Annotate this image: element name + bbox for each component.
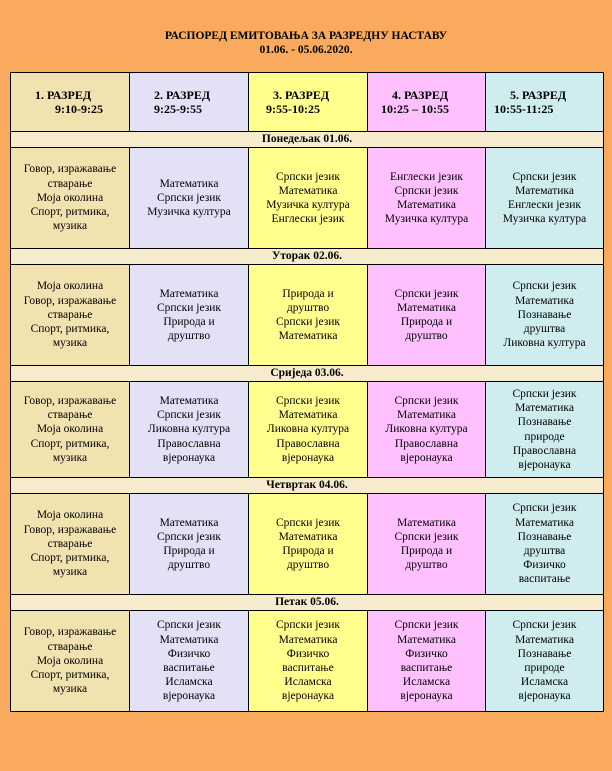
subject-line: Математика bbox=[515, 633, 574, 646]
subject-line: вјеронаука bbox=[518, 690, 571, 703]
subject-cell-grade-2 bbox=[130, 382, 249, 478]
subject-line: Говор, изражавање bbox=[23, 163, 117, 176]
day-header-row bbox=[11, 249, 604, 265]
subject-line: васпитање bbox=[282, 662, 334, 674]
subject-line: Физичко bbox=[523, 559, 566, 572]
day-label: Сриједа 03.06. bbox=[11, 366, 604, 382]
subject-cell-grade-2 bbox=[130, 611, 249, 712]
day-label: Четвртак 04.06. bbox=[11, 478, 604, 494]
subject-line: Српски језик bbox=[275, 316, 341, 328]
subject-line: вјеронаука bbox=[400, 690, 453, 703]
subject-line: Српски језик bbox=[512, 619, 577, 632]
subjects-row bbox=[11, 265, 604, 366]
subject-line: друштво bbox=[167, 330, 211, 343]
subject-line: Српски језик bbox=[156, 530, 222, 543]
subject-line: Природа и bbox=[163, 316, 215, 328]
grade-label: 1. РАЗРЕД bbox=[35, 88, 92, 102]
grade-label: 4. РАЗРЕД bbox=[392, 88, 449, 102]
subject-line: стварање bbox=[47, 177, 93, 190]
subject-cell-grade-5 bbox=[486, 611, 604, 712]
subject-line: Математика bbox=[397, 199, 456, 211]
subject-line: музика bbox=[52, 451, 88, 464]
grade-5-header bbox=[486, 73, 604, 132]
header-row bbox=[11, 73, 604, 132]
subject-line: Природа и bbox=[282, 545, 334, 557]
subject-line: Српски језик bbox=[394, 394, 459, 407]
subject-line: Математика bbox=[515, 184, 574, 197]
subject-line: Математика bbox=[278, 330, 338, 343]
subject-line: Српски језик bbox=[275, 516, 341, 529]
subject-line: вјеронаука bbox=[162, 451, 216, 464]
subject-line: музика bbox=[52, 683, 88, 696]
day-header-row bbox=[11, 366, 604, 382]
subject-line: Српски језик bbox=[512, 280, 577, 293]
subject-line: музика bbox=[52, 220, 88, 233]
subject-line: Физичко bbox=[167, 647, 211, 660]
subject-line: Математика bbox=[159, 287, 219, 300]
subject-line: Српски језик bbox=[394, 287, 459, 300]
grade-2-header bbox=[130, 73, 249, 132]
day-label: Уторак 02.06. bbox=[11, 249, 604, 265]
subject-cell-grade-2 bbox=[130, 148, 249, 249]
subject-line: Исламска bbox=[402, 676, 451, 689]
grade-label: 3. РАЗРЕД bbox=[273, 88, 330, 102]
subject-line: Православна bbox=[276, 437, 340, 450]
subject-line: музика bbox=[52, 566, 88, 579]
subject-line: Музичка култура bbox=[384, 213, 469, 226]
subject-line: васпитање bbox=[518, 573, 571, 586]
subject-line: Математика bbox=[515, 516, 574, 529]
grade-1-header bbox=[11, 73, 130, 132]
subject-line: Ликовна култура bbox=[266, 423, 350, 436]
subject-line: Говор, изражавање bbox=[23, 294, 117, 307]
subject-line: Природа и bbox=[400, 545, 453, 557]
subject-line: Музичка култура bbox=[147, 206, 231, 219]
subject-line: Говор, изражавање bbox=[23, 626, 117, 639]
subject-line: друштва bbox=[523, 323, 566, 336]
subjects-row bbox=[11, 382, 604, 478]
subject-line: Физичко bbox=[286, 647, 330, 660]
subject-line: Музичка култура bbox=[266, 199, 350, 211]
subject-line: Познавање bbox=[517, 308, 572, 321]
subject-line: Математика bbox=[397, 633, 456, 646]
page-title bbox=[0, 29, 612, 57]
subject-line: Српски језик bbox=[156, 301, 222, 314]
subject-line: Природа и bbox=[282, 287, 334, 300]
subject-line: Енглески језик bbox=[508, 199, 581, 211]
title-line-1: РАСПОРЕД ЕМИТОВАЊА ЗА РАЗРЕДНУ НАСТАВУ bbox=[164, 30, 448, 42]
subject-cell-grade-3 bbox=[249, 148, 368, 249]
subject-line: Математика bbox=[159, 394, 219, 407]
subject-line: друштво bbox=[286, 559, 330, 572]
subject-line: Математика bbox=[278, 184, 338, 197]
subject-line: Познавање bbox=[517, 647, 572, 660]
subject-cell-grade-4 bbox=[368, 265, 486, 366]
subject-line: вјеронаука bbox=[281, 690, 335, 703]
subject-line: друштво bbox=[286, 301, 330, 314]
subject-line: Математика bbox=[278, 409, 338, 422]
subject-line: Исламска bbox=[520, 676, 569, 689]
grade-label: 2. РАЗРЕД bbox=[154, 88, 211, 102]
subject-cell-grade-1 bbox=[11, 382, 130, 478]
subject-line: друштва bbox=[523, 545, 566, 557]
subject-line: Спорт, ритмика, bbox=[30, 552, 110, 565]
grade-time: 10:25 – 10:55 bbox=[381, 102, 449, 116]
subject-cell-grade-5 bbox=[486, 382, 604, 478]
subject-line: Српски језик bbox=[394, 530, 459, 543]
subject-cell-grade-4 bbox=[368, 494, 486, 595]
subject-line: друштво bbox=[405, 330, 448, 343]
subject-line: Музичка култура bbox=[502, 213, 587, 226]
subject-cell-grade-4 bbox=[368, 611, 486, 712]
grade-4-header bbox=[368, 73, 486, 132]
subject-line: Православна bbox=[394, 437, 459, 450]
subject-line: Физичко bbox=[405, 647, 448, 660]
subject-cell-grade-3 bbox=[249, 494, 368, 595]
subject-cell-grade-3 bbox=[249, 382, 368, 478]
subject-cell-grade-1 bbox=[11, 494, 130, 595]
subject-cell-grade-2 bbox=[130, 494, 249, 595]
subject-line: Српски језик bbox=[394, 619, 459, 632]
subject-line: Ликовна култура bbox=[147, 423, 231, 436]
subject-line: Математика bbox=[515, 294, 574, 307]
subject-cell-grade-5 bbox=[486, 494, 604, 595]
subject-cell-grade-2 bbox=[130, 265, 249, 366]
subjects-row bbox=[11, 494, 604, 595]
subject-line: Математика bbox=[397, 516, 456, 529]
subject-line: Српски језик bbox=[512, 502, 577, 515]
subject-line: Спорт, ритмика, bbox=[30, 323, 110, 336]
subject-line: Математика bbox=[278, 530, 338, 543]
subject-line: Српски језик bbox=[156, 619, 222, 632]
subject-line: Енглески језик bbox=[390, 170, 463, 183]
subject-line: Математика bbox=[397, 409, 456, 422]
subject-line: Исламска bbox=[284, 676, 332, 689]
grade-time: 9:10-9:25 bbox=[55, 102, 103, 116]
subject-line: друштво bbox=[405, 559, 448, 572]
subject-line: Ликовна култура bbox=[503, 337, 586, 350]
subject-line: Познавање bbox=[517, 530, 572, 543]
subjects-row bbox=[11, 611, 604, 712]
subject-line: Српски језик bbox=[275, 394, 341, 407]
subject-cell-grade-3 bbox=[249, 611, 368, 712]
subject-line: Енглески језик bbox=[271, 213, 345, 226]
subject-line: Математика bbox=[515, 402, 574, 415]
subject-line: Говор, изражавање bbox=[23, 394, 117, 407]
subject-line: музика bbox=[52, 337, 88, 350]
subject-line: васпитање bbox=[400, 662, 453, 674]
day-header-row bbox=[11, 595, 604, 611]
subject-line: Православна bbox=[512, 444, 577, 457]
subject-line: стварање bbox=[47, 409, 93, 422]
grade-time: 10:55-11:25 bbox=[494, 102, 554, 116]
subject-line: Математика bbox=[159, 633, 219, 646]
subject-line: Природа и bbox=[400, 316, 453, 328]
grade-time: 9:55-10:25 bbox=[266, 102, 320, 116]
subject-line: Моја околина bbox=[36, 654, 104, 667]
subject-line: вјеронаука bbox=[518, 458, 571, 471]
subject-line: Математика bbox=[159, 516, 219, 529]
subject-line: Исламска bbox=[165, 676, 213, 689]
subject-line: Моја околина bbox=[36, 509, 104, 522]
day-header-row bbox=[11, 132, 604, 148]
subject-line: Природа и bbox=[163, 545, 215, 557]
subject-line: Православна bbox=[157, 437, 221, 450]
subject-line: Спорт, ритмика, bbox=[30, 437, 110, 450]
subject-line: Математика bbox=[159, 177, 219, 190]
subject-line: Моја околина bbox=[36, 423, 104, 436]
schedule-table bbox=[10, 72, 604, 712]
subject-line: вјеронаука bbox=[162, 690, 216, 703]
subject-line: Ликовна култура bbox=[385, 423, 468, 436]
subject-line: Спорт, ритмика, bbox=[30, 669, 110, 682]
subject-line: Српски језик bbox=[512, 170, 577, 183]
subject-line: Српски језик bbox=[275, 170, 341, 183]
subject-cell-grade-5 bbox=[486, 148, 604, 249]
subjects-row bbox=[11, 148, 604, 249]
subject-line: природе bbox=[524, 662, 565, 674]
grade-label: 5. РАЗРЕД bbox=[510, 88, 567, 102]
subject-line: васпитање bbox=[163, 662, 215, 674]
subject-line: Математика bbox=[278, 633, 338, 646]
day-label: Понедељак 01.06. bbox=[11, 132, 604, 148]
subject-line: Математика bbox=[397, 301, 456, 314]
subject-line: Српски језик bbox=[156, 409, 222, 422]
subject-line: вјеронаука bbox=[281, 451, 335, 464]
subject-cell-grade-4 bbox=[368, 382, 486, 478]
subject-line: Спорт, ритмика, bbox=[30, 206, 110, 219]
subject-line: Српски језик bbox=[512, 387, 577, 400]
subject-line: вјеронаука bbox=[400, 451, 453, 464]
day-header-row bbox=[11, 478, 604, 494]
title-line-2: 01.06. - 05.06.2020. bbox=[259, 44, 353, 56]
subject-line: Говор, изражавање bbox=[23, 523, 117, 536]
subject-line: Српски језик bbox=[275, 619, 341, 632]
subject-line: Моја околина bbox=[36, 280, 104, 293]
grade-3-header bbox=[249, 73, 368, 132]
subject-line: друштво bbox=[167, 559, 211, 572]
subject-line: Познавање bbox=[517, 416, 572, 429]
subject-line: стварање bbox=[47, 537, 93, 550]
subject-cell-grade-1 bbox=[11, 148, 130, 249]
day-label: Петак 05.06. bbox=[11, 595, 604, 611]
grade-time: 9:25-9:55 bbox=[154, 102, 202, 116]
subject-cell-grade-5 bbox=[486, 265, 604, 366]
subject-line: природе bbox=[524, 430, 565, 443]
subject-line: стварање bbox=[47, 640, 93, 653]
subject-line: Српски језик bbox=[156, 191, 222, 204]
subject-cell-grade-1 bbox=[11, 265, 130, 366]
subject-line: Моја околина bbox=[36, 191, 104, 204]
subject-cell-grade-1 bbox=[11, 611, 130, 712]
subject-line: Српски језик bbox=[394, 184, 459, 197]
subject-cell-grade-4 bbox=[368, 148, 486, 249]
subject-line: стварање bbox=[47, 308, 93, 321]
subject-cell-grade-3 bbox=[249, 265, 368, 366]
